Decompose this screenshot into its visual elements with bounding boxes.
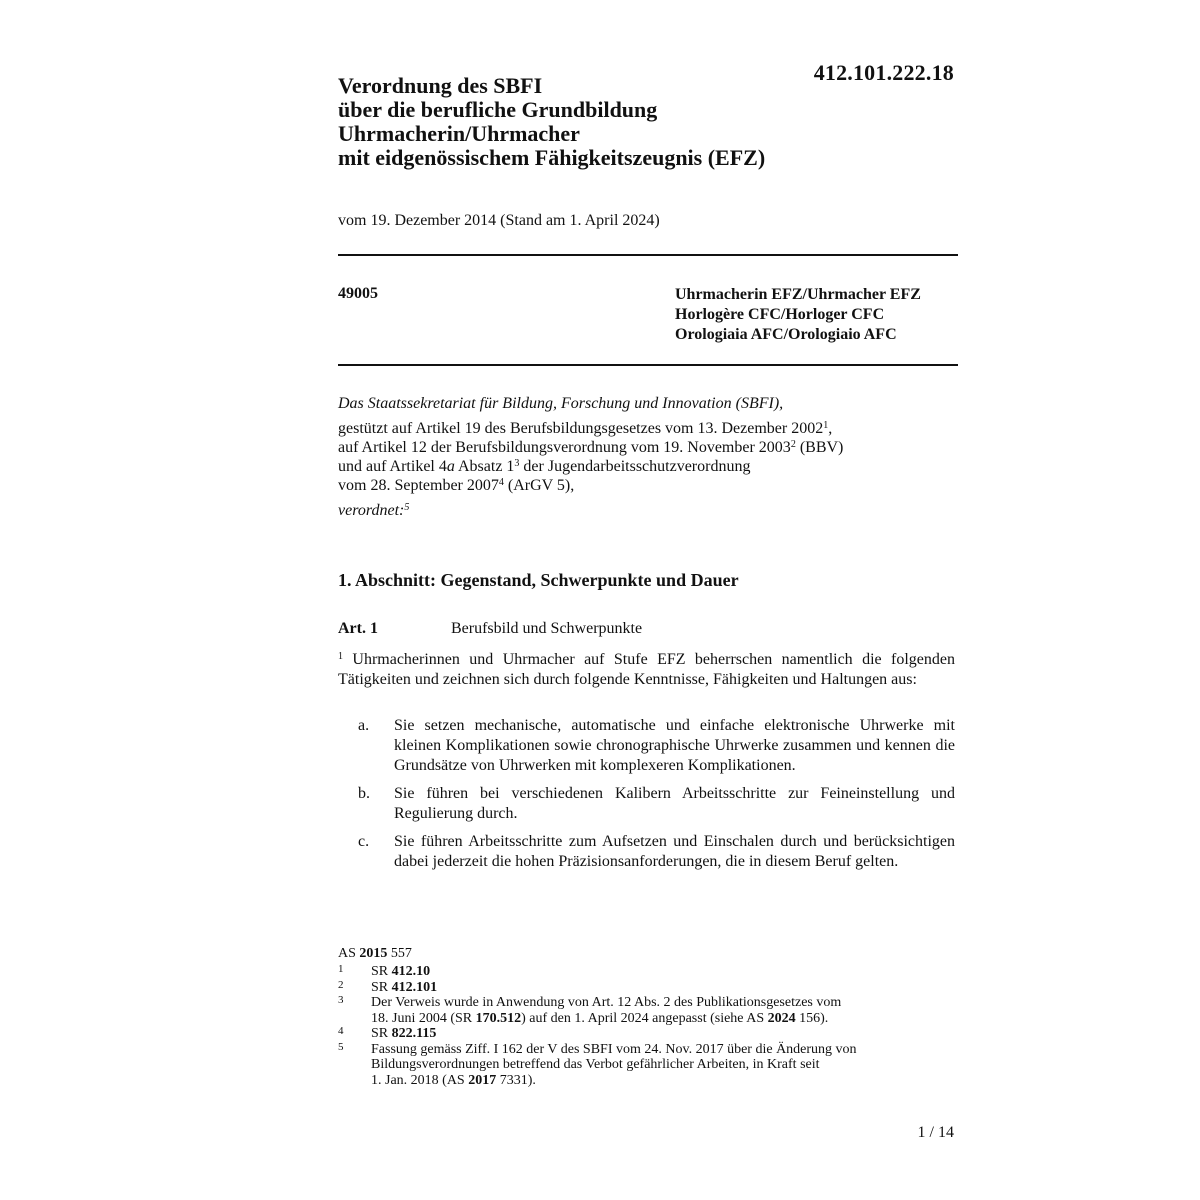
- footnote-text: 7331).: [496, 1072, 536, 1088]
- footnote-text: 18. Juni 2004 (SR: [371, 1010, 476, 1026]
- as-year: 2015: [359, 946, 388, 961]
- article-number: Art. 1: [338, 620, 378, 637]
- footnote-ref-number: 412.101: [391, 979, 438, 995]
- footnote-text: Bildungsverordnungen betreffend das Verbot gefährlicher Arbeiten, in Kraft seit: [371, 1057, 820, 1072]
- footnote-ref-number: 822.115: [391, 1026, 437, 1041]
- footnote: [338, 1042, 958, 1089]
- article-paragraph: [338, 650, 955, 690]
- basis-text: auf Artikel 12 der Berufsbildungsverordnung vom 19. November 2003: [338, 439, 791, 456]
- preamble: [338, 394, 958, 521]
- basis-text: gestützt auf Artikel 19 des Berufsbildungsgesetzes vom 13. Dezember 2002: [338, 420, 824, 437]
- paragraph-text: Uhrmacherinnen und Uhrmacher auf Stufe EFZ beherrschen namentlich die folgenden Tätigkeiten und zeichnen sich durch folgende Kenntnisse, Fähigkeiten und Haltungen aus:: [338, 651, 955, 688]
- footnote: [338, 980, 958, 996]
- occupation-name-de: Uhrmacherin EFZ/Uhrmacher EFZ: [675, 286, 921, 303]
- divider-bottom: [338, 364, 958, 366]
- ordains-text: verordnet:: [338, 502, 405, 519]
- legal-basis-line: [338, 419, 958, 438]
- footnote: [338, 964, 958, 980]
- basis-text: vom 28. September 2007: [338, 477, 499, 494]
- footnote-ref[interactable]: 5: [404, 502, 410, 513]
- ordains: [338, 501, 958, 521]
- document-title: [338, 74, 765, 170]
- occupation-code: 49005: [338, 285, 378, 302]
- footnote-ref[interactable]: 2: [790, 439, 796, 450]
- footnote-number: 5: [338, 1040, 344, 1053]
- footnote-ref[interactable]: 4: [498, 477, 504, 488]
- footnote-ref-number: 412.10: [391, 964, 431, 979]
- footnote-text: Der Verweis wurde in Anwendung von Art. 12 Abs. 2 des Publikationsgesetzes vom: [371, 995, 842, 1010]
- basis-text: Absatz 1: [454, 458, 515, 475]
- as-prefix: AS: [338, 946, 360, 961]
- footnote-text: 1. Jan. 2018 (AS: [371, 1072, 469, 1088]
- footnote-ref[interactable]: 1: [823, 420, 829, 431]
- date-line: vom 19. Dezember 2014 (Stand am 1. April 2024): [338, 212, 660, 229]
- page-number: 1 / 14: [917, 1124, 954, 1141]
- basis-text: ,: [828, 420, 833, 437]
- preamble-intro: Das Staatssekretariat für Bildung, Forschung und Innovation (SBFI),: [338, 395, 784, 412]
- legal-basis-line: [338, 438, 958, 457]
- footnote-ref-number: 170.512: [475, 1010, 522, 1026]
- divider-top: [338, 254, 958, 256]
- footnote-text: SR: [371, 979, 392, 995]
- article-list: [338, 716, 955, 880]
- occupation-names: [675, 285, 921, 345]
- footnote-line: [371, 1042, 958, 1058]
- footnotes: [338, 964, 958, 1088]
- footnote-text: SR: [371, 1026, 392, 1041]
- footnote-line: [371, 995, 958, 1011]
- list-marker: c.: [358, 833, 370, 850]
- footnote-text: 156).: [795, 1010, 829, 1026]
- basis-text: und auf Artikel 4: [338, 458, 447, 475]
- basis-text: (BBV): [795, 439, 844, 456]
- footnote-number: 3: [338, 994, 344, 1006]
- paragraph-number: 1: [338, 651, 343, 662]
- list-item-text: Sie führen bei verschiedenen Kalibern Arbeitsschritte zur Feineinstellung und Regulierung durch.: [394, 785, 955, 822]
- list-marker: b.: [358, 785, 370, 802]
- list-item: [338, 716, 955, 776]
- legal-basis-line: [338, 476, 958, 495]
- title-line: Uhrmacherin/Uhrmacher: [338, 121, 580, 146]
- legal-basis-line: [338, 457, 958, 476]
- footnote-line: [371, 1057, 958, 1073]
- title-line: über die berufliche Grundbildung: [338, 97, 658, 122]
- basis-text: (ArGV 5),: [503, 477, 575, 494]
- footnote-text: ) auf den 1. April 2024 angepasst (siehe AS: [521, 1010, 768, 1026]
- title-line: mit eidgenössischem Fähigkeitszeugnis (EFZ): [338, 145, 766, 170]
- occupation-name-it: Orologiaia AFC/Orologiaio AFC: [675, 326, 897, 343]
- footnote-number: 4: [338, 1025, 344, 1037]
- list-item-text: Sie führen Arbeitsschritte zum Aufsetzen und Einschalen durch und berücksichtigen dabei jederzeit die hohen Präzisionsanforderungen, die in diesem Beruf gelten.: [394, 833, 955, 870]
- section-heading: 1. Abschnitt: Gegenstand, Schwerpunkte und Dauer: [338, 570, 739, 590]
- official-compilation-ref: [338, 946, 412, 962]
- footnote-text: Fassung gemäss Ziff. I 162 der V des SBFI vom 24. Nov. 2017 über die Änderung von: [371, 1041, 857, 1057]
- list-item: [338, 784, 955, 824]
- legal-basis: [338, 419, 958, 495]
- article-heading: [338, 620, 958, 638]
- footnote-ref-number: 2017: [468, 1072, 497, 1088]
- footnote-line: [371, 1026, 958, 1042]
- sr-number: 412.101.222.18: [813, 60, 954, 85]
- footnote-number: 2: [338, 978, 344, 991]
- footnote-line: [371, 1011, 958, 1027]
- basis-text-italic: a: [446, 458, 455, 475]
- footnote-ref[interactable]: 3: [514, 458, 520, 469]
- footnote-number: 1: [338, 963, 344, 975]
- footnote: [338, 1026, 958, 1042]
- footnote-line: [371, 964, 958, 980]
- list-item: [338, 832, 955, 872]
- article-title: Berufsbild und Schwerpunkte: [451, 620, 643, 637]
- as-page: 557: [387, 946, 412, 961]
- occupation-name-fr: Horlogère CFC/Horloger CFC: [675, 306, 885, 323]
- footnote-text: SR: [371, 964, 392, 979]
- footnote-line: [371, 1073, 958, 1089]
- list-marker: a.: [358, 717, 370, 734]
- title-line: Verordnung des SBFI: [338, 73, 543, 98]
- footnote-ref-number: 2024: [767, 1010, 796, 1026]
- document-page: [338, 0, 958, 1200]
- list-item-text: Sie setzen mechanische, automatische und einfache elektronische Uhrwerke mit kleinen Komplikationen sowie chronographische Uhrwerke zusammen und kennen die Grundsätze von Uhrwerken mit komplexeren Komplikationen.: [394, 717, 955, 774]
- footnote: [338, 995, 958, 1026]
- footnote-line: [371, 980, 958, 996]
- basis-text: der Jugendarbeitsschutzverordnung: [519, 458, 751, 475]
